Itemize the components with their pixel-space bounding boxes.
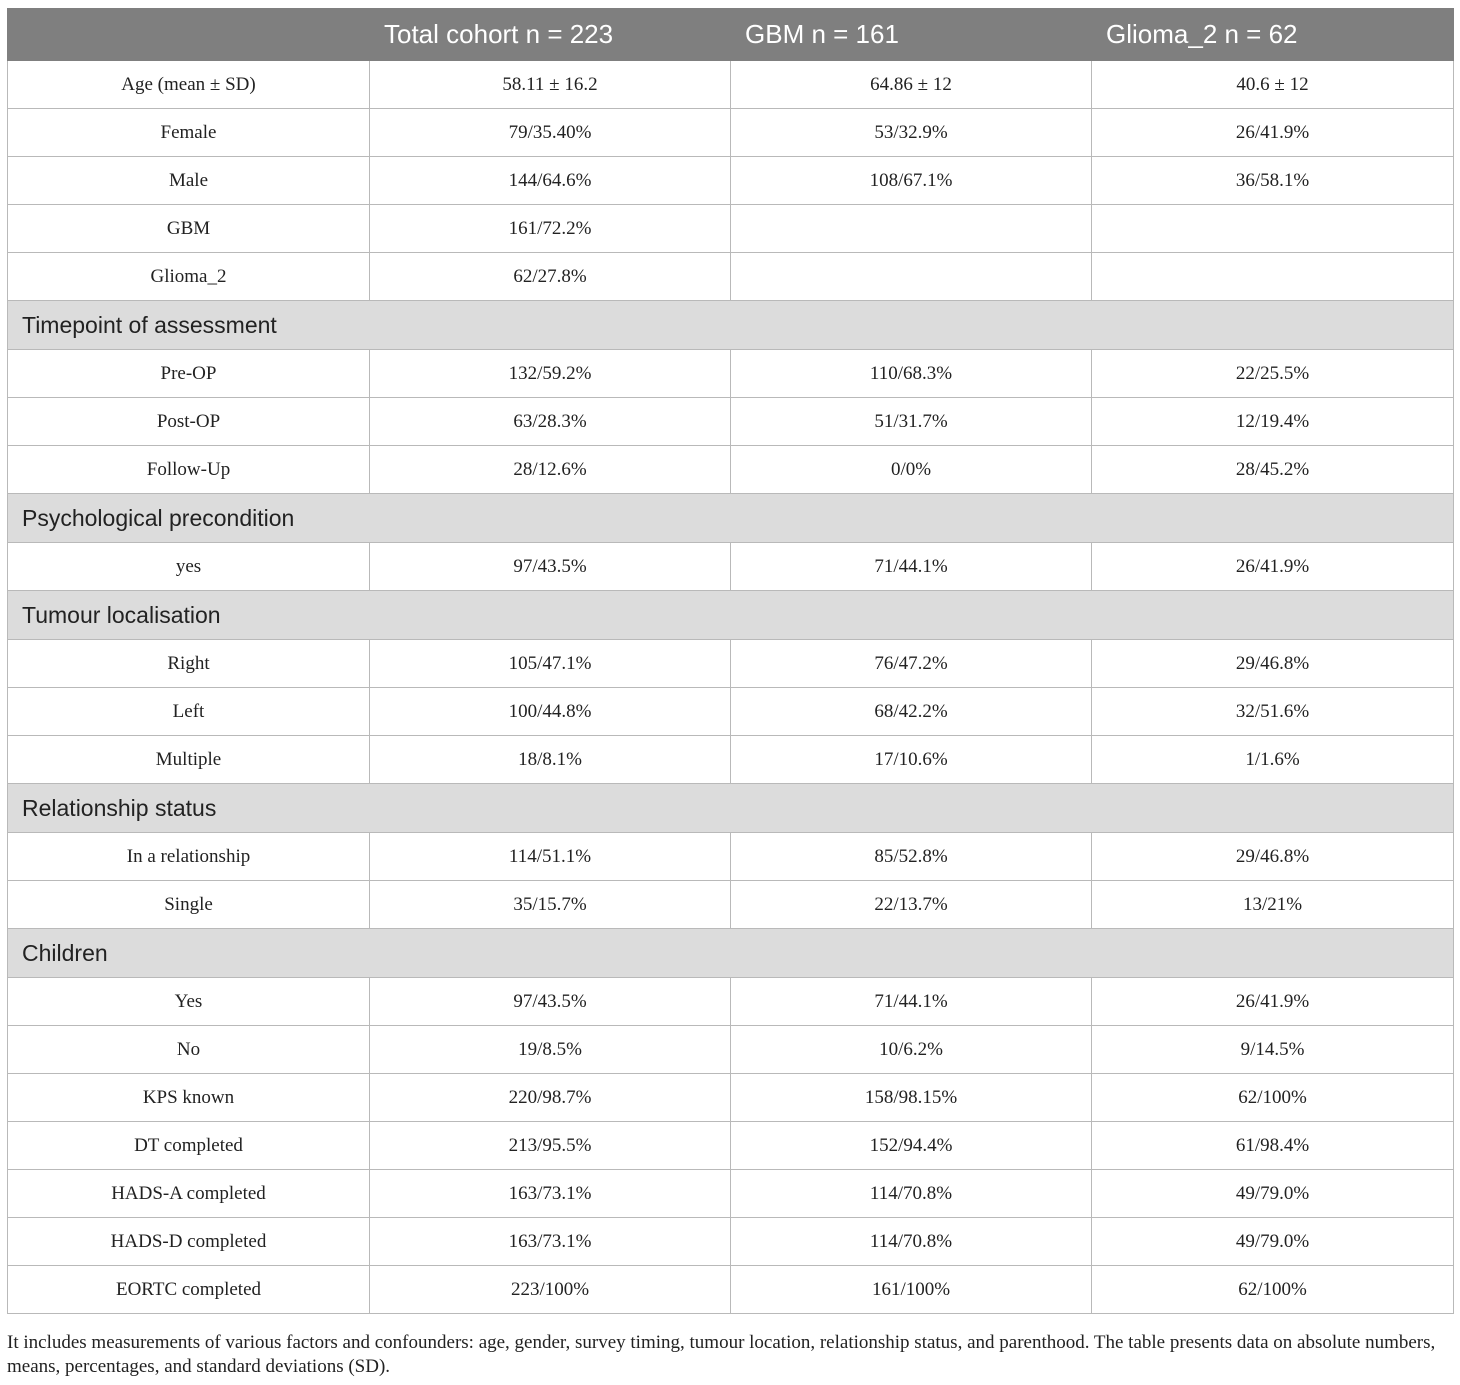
cell-variable: Multiple <box>8 736 370 784</box>
cell-glioma-2: 49/79.0% <box>1092 1170 1454 1218</box>
cell-gbm: 64.86 ± 12 <box>731 61 1092 109</box>
cell-total-cohort: 114/51.1% <box>370 833 731 881</box>
cell-glioma-2: 28/45.2% <box>1092 446 1454 494</box>
table-row <box>8 1218 1454 1266</box>
section-label: Psychological precondition <box>8 494 1454 543</box>
cell-total-cohort: 223/100% <box>370 1266 731 1314</box>
cell-gbm: 22/13.7% <box>731 881 1092 929</box>
section-header-row <box>8 301 1454 350</box>
table-row <box>8 61 1454 109</box>
cell-variable: HADS-A completed <box>8 1170 370 1218</box>
cell-glioma-2: 13/21% <box>1092 881 1454 929</box>
table-row <box>8 350 1454 398</box>
table-header-row <box>8 9 1454 61</box>
cell-gbm: 114/70.8% <box>731 1170 1092 1218</box>
cell-total-cohort: 97/43.5% <box>370 543 731 591</box>
cell-gbm: 108/67.1% <box>731 157 1092 205</box>
cell-glioma-2: 61/98.4% <box>1092 1122 1454 1170</box>
table-row <box>8 1122 1454 1170</box>
cell-variable: Male <box>8 157 370 205</box>
cell-gbm: 152/94.4% <box>731 1122 1092 1170</box>
cell-total-cohort: 220/98.7% <box>370 1074 731 1122</box>
section-header-row <box>8 494 1454 543</box>
cell-gbm <box>731 205 1092 253</box>
cell-glioma-2: 9/14.5% <box>1092 1026 1454 1074</box>
cell-gbm: 161/100% <box>731 1266 1092 1314</box>
cell-glioma-2: 12/19.4% <box>1092 398 1454 446</box>
cell-variable: EORTC completed <box>8 1266 370 1314</box>
cell-total-cohort: 63/28.3% <box>370 398 731 446</box>
table-row <box>8 833 1454 881</box>
section-header-row <box>8 784 1454 833</box>
section-label: Relationship status <box>8 784 1454 833</box>
cell-total-cohort: 97/43.5% <box>370 978 731 1026</box>
cell-glioma-2 <box>1092 205 1454 253</box>
table-row <box>8 446 1454 494</box>
cell-glioma-2: 40.6 ± 12 <box>1092 61 1454 109</box>
cell-glioma-2: 62/100% <box>1092 1266 1454 1314</box>
cell-total-cohort: 79/35.40% <box>370 109 731 157</box>
cell-gbm: 158/98.15% <box>731 1074 1092 1122</box>
cell-gbm: 110/68.3% <box>731 350 1092 398</box>
table-row <box>8 1074 1454 1122</box>
cell-variable: Single <box>8 881 370 929</box>
table-row <box>8 1170 1454 1218</box>
section-header-row <box>8 591 1454 640</box>
cell-gbm: 17/10.6% <box>731 736 1092 784</box>
cell-total-cohort: 62/27.8% <box>370 253 731 301</box>
table-row <box>8 881 1454 929</box>
table-row <box>8 1026 1454 1074</box>
cell-variable: Age (mean ± SD) <box>8 61 370 109</box>
cell-total-cohort: 19/8.5% <box>370 1026 731 1074</box>
cell-glioma-2: 26/41.9% <box>1092 543 1454 591</box>
cell-total-cohort: 144/64.6% <box>370 157 731 205</box>
cell-variable: In a relationship <box>8 833 370 881</box>
table-row <box>8 109 1454 157</box>
cell-gbm: 71/44.1% <box>731 978 1092 1026</box>
cell-total-cohort: 161/72.2% <box>370 205 731 253</box>
cell-total-cohort: 18/8.1% <box>370 736 731 784</box>
section-label: Children <box>8 929 1454 978</box>
cell-total-cohort: 100/44.8% <box>370 688 731 736</box>
cell-total-cohort: 28/12.6% <box>370 446 731 494</box>
table-row <box>8 398 1454 446</box>
table-row <box>8 205 1454 253</box>
cell-variable: GBM <box>8 205 370 253</box>
cell-glioma-2: 32/51.6% <box>1092 688 1454 736</box>
cell-gbm: 10/6.2% <box>731 1026 1092 1074</box>
cell-variable: HADS-D completed <box>8 1218 370 1266</box>
cell-variable: No <box>8 1026 370 1074</box>
cell-gbm: 76/47.2% <box>731 640 1092 688</box>
cell-glioma-2: 22/25.5% <box>1092 350 1454 398</box>
header-cell-glioma-2: Glioma_2 n = 62 <box>1092 9 1454 61</box>
header-cell-variable <box>8 9 370 61</box>
cell-variable: DT completed <box>8 1122 370 1170</box>
cell-gbm: 68/42.2% <box>731 688 1092 736</box>
cell-gbm: 85/52.8% <box>731 833 1092 881</box>
cell-glioma-2 <box>1092 253 1454 301</box>
cell-variable: Right <box>8 640 370 688</box>
cell-total-cohort: 132/59.2% <box>370 350 731 398</box>
cell-glioma-2: 29/46.8% <box>1092 640 1454 688</box>
header-cell-gbm: GBM n = 161 <box>731 9 1092 61</box>
cell-variable: Pre-OP <box>8 350 370 398</box>
cell-glioma-2: 49/79.0% <box>1092 1218 1454 1266</box>
cell-gbm: 0/0% <box>731 446 1092 494</box>
cohort-table-container <box>7 8 1453 1314</box>
cell-glioma-2: 26/41.9% <box>1092 109 1454 157</box>
cell-gbm: 71/44.1% <box>731 543 1092 591</box>
table-footnote: It includes measurements of various factors and confounders: age, gender, survey timing, tumour location, relationship status, and parenthood. The table presents data on absolute numbers, means, percentages, and standard deviations (SD). <box>7 1332 1436 1377</box>
cell-gbm: 51/31.7% <box>731 398 1092 446</box>
table-row <box>8 1266 1454 1314</box>
table-row <box>8 978 1454 1026</box>
cell-variable: Left <box>8 688 370 736</box>
cell-glioma-2: 1/1.6% <box>1092 736 1454 784</box>
cell-total-cohort: 35/15.7% <box>370 881 731 929</box>
cell-variable: Glioma_2 <box>8 253 370 301</box>
cell-total-cohort: 213/95.5% <box>370 1122 731 1170</box>
cell-total-cohort: 58.11 ± 16.2 <box>370 61 731 109</box>
cell-variable: Female <box>8 109 370 157</box>
table-body <box>8 61 1454 1314</box>
table-row <box>8 688 1454 736</box>
section-header-row <box>8 929 1454 978</box>
table-row <box>8 253 1454 301</box>
cell-total-cohort: 105/47.1% <box>370 640 731 688</box>
cell-glioma-2: 26/41.9% <box>1092 978 1454 1026</box>
cell-variable: Follow-Up <box>8 446 370 494</box>
cell-variable: yes <box>8 543 370 591</box>
cell-gbm: 114/70.8% <box>731 1218 1092 1266</box>
cohort-characteristics-table <box>7 8 1454 1314</box>
cell-total-cohort: 163/73.1% <box>370 1218 731 1266</box>
table-row <box>8 736 1454 784</box>
cell-glioma-2: 29/46.8% <box>1092 833 1454 881</box>
cell-variable: Yes <box>8 978 370 1026</box>
cell-gbm <box>731 253 1092 301</box>
section-label: Tumour localisation <box>8 591 1454 640</box>
header-cell-total-cohort: Total cohort n = 223 <box>370 9 731 61</box>
section-label: Timepoint of assessment <box>8 301 1454 350</box>
cell-variable: Post-OP <box>8 398 370 446</box>
table-row <box>8 543 1454 591</box>
table-row <box>8 157 1454 205</box>
cell-gbm: 53/32.9% <box>731 109 1092 157</box>
cell-variable: KPS known <box>8 1074 370 1122</box>
table-row <box>8 640 1454 688</box>
cell-glioma-2: 36/58.1% <box>1092 157 1454 205</box>
cell-total-cohort: 163/73.1% <box>370 1170 731 1218</box>
cell-glioma-2: 62/100% <box>1092 1074 1454 1122</box>
